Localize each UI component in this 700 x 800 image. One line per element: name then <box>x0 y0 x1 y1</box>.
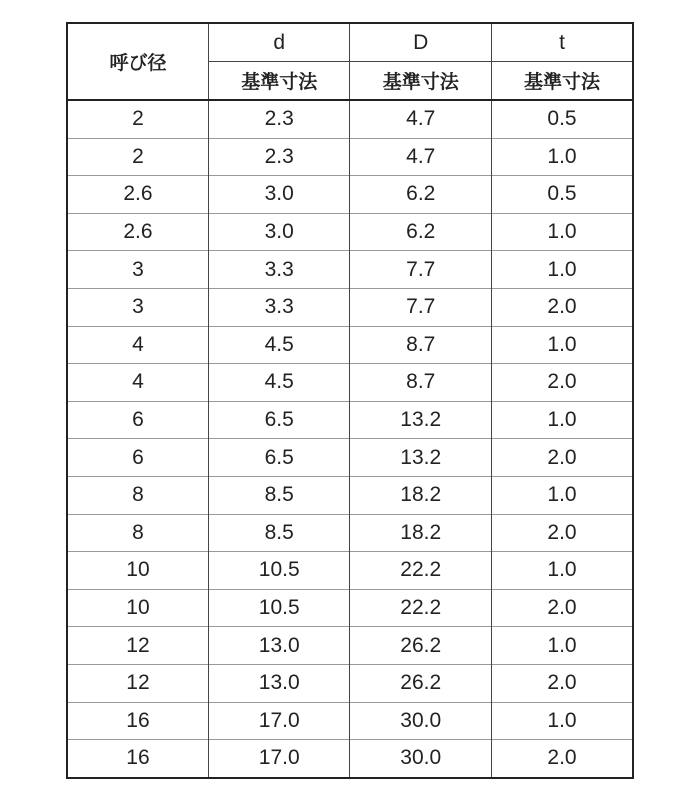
cell-D: 22.2 <box>350 589 492 627</box>
cell-nominal: 6 <box>67 401 208 439</box>
table-row <box>67 740 633 778</box>
cell-D: 7.7 <box>350 288 492 326</box>
table-row <box>67 401 633 439</box>
header-t: t <box>492 23 634 62</box>
table-row <box>67 552 633 590</box>
cell-d: 13.0 <box>208 627 350 665</box>
cell-D: 6.2 <box>350 213 492 251</box>
header-D: D <box>350 23 492 62</box>
cell-t: 1.0 <box>492 138 634 176</box>
header-d: d <box>208 23 350 62</box>
cell-D: 13.2 <box>350 439 492 477</box>
cell-nominal: 2 <box>67 100 208 138</box>
cell-t: 2.0 <box>492 664 634 702</box>
cell-nominal: 3 <box>67 288 208 326</box>
cell-t: 2.0 <box>492 439 634 477</box>
table-row <box>67 439 633 477</box>
cell-D: 22.2 <box>350 552 492 590</box>
cell-nominal: 12 <box>67 627 208 665</box>
table-row <box>67 627 633 665</box>
cell-d: 10.5 <box>208 552 350 590</box>
cell-t: 2.0 <box>492 589 634 627</box>
cell-nominal: 10 <box>67 589 208 627</box>
cell-nominal: 8 <box>67 476 208 514</box>
table-row <box>67 364 633 402</box>
cell-D: 8.7 <box>350 326 492 364</box>
cell-D: 26.2 <box>350 627 492 665</box>
table-row <box>67 664 633 702</box>
cell-D: 26.2 <box>350 664 492 702</box>
header-row <box>67 23 633 62</box>
table-body <box>67 100 633 778</box>
dimension-table <box>66 22 634 779</box>
table-row <box>67 138 633 176</box>
header-d-standard-dimension: 基準寸法 <box>208 62 350 101</box>
table-row <box>67 288 633 326</box>
cell-t: 2.0 <box>492 288 634 326</box>
cell-t: 1.0 <box>492 476 634 514</box>
cell-t: 0.5 <box>492 176 634 214</box>
cell-nominal: 6 <box>67 439 208 477</box>
cell-nominal: 2.6 <box>67 176 208 214</box>
cell-D: 30.0 <box>350 740 492 778</box>
cell-nominal: 16 <box>67 740 208 778</box>
cell-nominal: 12 <box>67 664 208 702</box>
cell-nominal: 4 <box>67 364 208 402</box>
cell-D: 8.7 <box>350 364 492 402</box>
cell-d: 4.5 <box>208 364 350 402</box>
cell-t: 1.0 <box>492 251 634 289</box>
cell-D: 18.2 <box>350 514 492 552</box>
table-row <box>67 702 633 740</box>
table-row <box>67 514 633 552</box>
header-D-standard-dimension: 基準寸法 <box>350 62 492 101</box>
header-nominal-diameter: 呼び径 <box>67 23 208 100</box>
cell-d: 2.3 <box>208 100 350 138</box>
table-row <box>67 326 633 364</box>
cell-D: 4.7 <box>350 100 492 138</box>
header-t-standard-dimension: 基準寸法 <box>492 62 634 101</box>
cell-d: 17.0 <box>208 740 350 778</box>
cell-D: 4.7 <box>350 138 492 176</box>
cell-d: 4.5 <box>208 326 350 364</box>
cell-d: 3.3 <box>208 288 350 326</box>
cell-d: 10.5 <box>208 589 350 627</box>
cell-d: 13.0 <box>208 664 350 702</box>
cell-nominal: 2 <box>67 138 208 176</box>
cell-d: 2.3 <box>208 138 350 176</box>
table-row <box>67 476 633 514</box>
cell-d: 17.0 <box>208 702 350 740</box>
cell-D: 6.2 <box>350 176 492 214</box>
cell-t: 2.0 <box>492 514 634 552</box>
cell-t: 1.0 <box>492 552 634 590</box>
cell-nominal: 4 <box>67 326 208 364</box>
table-row <box>67 176 633 214</box>
table-row <box>67 589 633 627</box>
table-row <box>67 251 633 289</box>
cell-d: 8.5 <box>208 476 350 514</box>
cell-t: 2.0 <box>492 364 634 402</box>
cell-D: 7.7 <box>350 251 492 289</box>
table-row <box>67 213 633 251</box>
cell-d: 3.0 <box>208 213 350 251</box>
cell-d: 6.5 <box>208 439 350 477</box>
table-header <box>67 23 633 100</box>
cell-nominal: 3 <box>67 251 208 289</box>
cell-nominal: 2.6 <box>67 213 208 251</box>
cell-D: 30.0 <box>350 702 492 740</box>
cell-t: 1.0 <box>492 627 634 665</box>
cell-t: 2.0 <box>492 740 634 778</box>
cell-d: 3.0 <box>208 176 350 214</box>
cell-D: 13.2 <box>350 401 492 439</box>
cell-nominal: 16 <box>67 702 208 740</box>
cell-nominal: 8 <box>67 514 208 552</box>
cell-t: 0.5 <box>492 100 634 138</box>
cell-nominal: 10 <box>67 552 208 590</box>
cell-d: 8.5 <box>208 514 350 552</box>
cell-t: 1.0 <box>492 401 634 439</box>
cell-D: 18.2 <box>350 476 492 514</box>
cell-d: 6.5 <box>208 401 350 439</box>
cell-t: 1.0 <box>492 213 634 251</box>
table-row <box>67 100 633 138</box>
cell-t: 1.0 <box>492 702 634 740</box>
cell-t: 1.0 <box>492 326 634 364</box>
cell-d: 3.3 <box>208 251 350 289</box>
